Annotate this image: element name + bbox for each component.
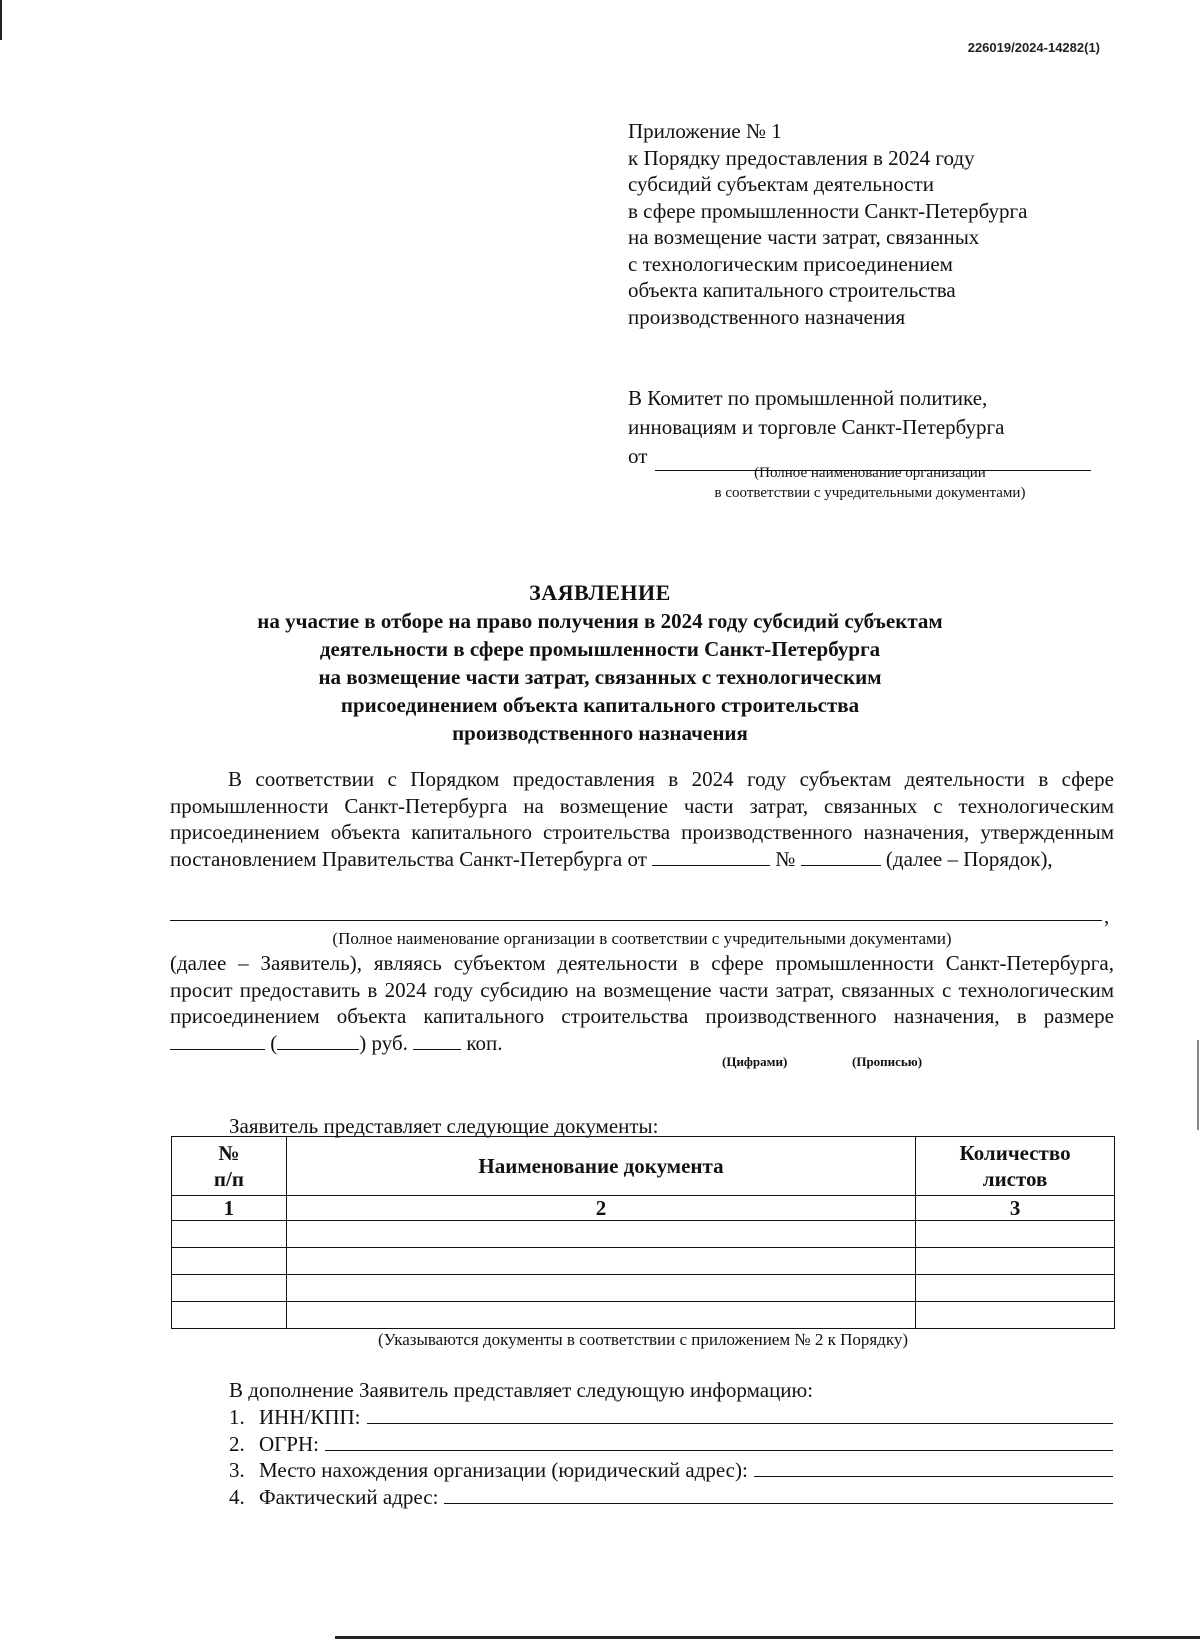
item-label: Фактический адрес: [259, 1484, 439, 1509]
table-cell[interactable] [286, 1275, 915, 1302]
header-text: листов [982, 1167, 1048, 1191]
title-line: присоединением объекта капитального строительства [340, 693, 860, 717]
paragraph-text: (далее – Заявитель), являясь субъектом деятельности в сфере промышленности Санкт-Петербурга, просит предоставить в 2024 году субсидию на возмещение части затрат, связанных с технологическим присоединением объекта капитального строительства производственного назначения, в размере [170, 951, 1114, 1028]
table-index-row [172, 1196, 1115, 1221]
additional-info-list [229, 1404, 1113, 1510]
appendix-header [628, 118, 1098, 330]
scan-edge-right [1197, 1040, 1199, 1130]
rub-label: ) руб. [359, 1030, 408, 1055]
table-row [172, 1221, 1115, 1248]
index-cell: 3 [916, 1196, 1115, 1221]
label-digits: (Цифрами) [722, 1054, 788, 1069]
paragraph-request [170, 950, 1114, 1056]
scan-edge-left [0, 0, 2, 40]
list-item [229, 1404, 1113, 1431]
document-title [160, 579, 1040, 747]
kop-label: коп. [466, 1030, 503, 1055]
comma: , [1104, 904, 1110, 928]
documents-intro: Заявитель представляет следующие документы: [229, 1114, 659, 1138]
index-cell: 1 [172, 1196, 287, 1221]
open-paren: ( [270, 1030, 278, 1055]
appendix-line: объекта капитального строительства [628, 278, 956, 302]
actual-address-field[interactable] [444, 1485, 1113, 1504]
table-cell[interactable] [172, 1248, 287, 1275]
item-label: Место нахождения организации (юридический адрес): [259, 1458, 748, 1482]
item-number: 1. [229, 1405, 245, 1429]
title-main: ЗАЯВЛЕНИЕ [529, 580, 671, 605]
paragraph-text: В соответствии с Порядком предоставления в 2024 году субъектам деятельности в сфере промышленности Санкт-Петербурга на возмещение части затрат, связанных с технологическим присоединением объекта капитального строительства производственного назначения, утвержденным постановлением Правительства Санкт-Петербурга от [170, 767, 1114, 871]
amount-digits-field[interactable] [170, 1031, 265, 1050]
paragraph-tail: (далее – Порядок), [885, 846, 1053, 871]
inn-kpp-field[interactable] [367, 1405, 1113, 1424]
additional-info-intro: В дополнение Заявитель представляет следующую информацию: [229, 1378, 814, 1402]
table-cell[interactable] [916, 1221, 1115, 1248]
list-item [229, 1431, 1113, 1458]
table-cell[interactable] [916, 1275, 1115, 1302]
table-row [172, 1275, 1115, 1302]
header-document-name: Наименование документа [286, 1137, 915, 1196]
appendix-line: с технологическим присоединением [628, 251, 953, 276]
number-sign: № [775, 846, 796, 871]
table-header-row [172, 1137, 1115, 1196]
header-text: № [218, 1141, 240, 1165]
index-cell: 2 [286, 1196, 915, 1221]
note-line: в соответствии с учредительными документами) [714, 485, 1026, 501]
organization-name-note [660, 463, 1080, 503]
list-item [229, 1484, 1113, 1511]
table-cell[interactable] [172, 1221, 287, 1248]
table-cell[interactable] [916, 1302, 1115, 1329]
header-text: Количество [959, 1141, 1071, 1165]
appendix-line: производственного назначения [628, 304, 906, 329]
kopecks-field[interactable] [413, 1031, 461, 1050]
table-cell[interactable] [172, 1302, 287, 1329]
documents-table [171, 1136, 1115, 1329]
table-cell[interactable] [286, 1248, 915, 1275]
appendix-line: на возмещение части затрат, связанных [628, 225, 980, 249]
scan-edge-bottom [335, 1636, 1200, 1639]
document-id: 226019/2024-14282(1) [967, 40, 1100, 55]
item-number: 2. [229, 1431, 245, 1456]
from-label: от [628, 444, 648, 468]
list-item [229, 1457, 1113, 1484]
note-line: (Полное наименование организации [754, 465, 986, 481]
item-label: ОГРН: [259, 1431, 319, 1456]
applicant-name-note: (Полное наименование организации в соответствии с учредительными документами) [332, 929, 952, 948]
title-line: деятельности в сфере промышленности Санкт-Петербурга [319, 637, 881, 661]
header-number [172, 1137, 287, 1196]
header-text: п/п [213, 1167, 244, 1191]
table-cell[interactable] [286, 1302, 915, 1329]
appendix-line: субсидий субъектам деятельности [628, 172, 934, 196]
addressee-line: инновациям и торговле Санкт-Петербурга [628, 415, 1005, 439]
header-page-count [916, 1137, 1115, 1196]
table-cell[interactable] [916, 1248, 1115, 1275]
table-cell[interactable] [286, 1221, 915, 1248]
title-line: производственного назначения [452, 721, 748, 745]
item-number: 3. [229, 1458, 245, 1482]
item-number: 4. [229, 1484, 245, 1509]
appendix-line: Приложение № 1 [628, 119, 782, 143]
applicant-full-name-field[interactable] [170, 920, 1102, 921]
title-line: на возмещение части затрат, связанных с технологическим [318, 665, 882, 689]
table-row [172, 1302, 1115, 1329]
addressee-block [628, 384, 1098, 471]
appendix-line: в сфере промышленности Санкт-Петербурга [628, 198, 1028, 223]
appendix-line: к Порядку предоставления в 2024 году [628, 145, 975, 170]
table-row [172, 1248, 1115, 1275]
title-line: на участие в отборе на право получения в 2024 году субсидий субъектам [257, 609, 943, 633]
resolution-date-field[interactable] [652, 847, 770, 866]
paragraph-procedure [170, 766, 1114, 872]
legal-address-field[interactable] [754, 1458, 1113, 1477]
documents-note: (Указываются документы в соответствии с приложением № 2 к Порядку) [377, 1330, 908, 1349]
label-words: (Прописью) [852, 1054, 923, 1069]
ogrn-field[interactable] [325, 1432, 1113, 1451]
amount-words-field[interactable] [277, 1031, 359, 1050]
table-cell[interactable] [172, 1275, 287, 1302]
resolution-number-field[interactable] [801, 847, 881, 866]
item-label: ИНН/КПП: [259, 1405, 361, 1429]
addressee-line: В Комитет по промышленной политике, [628, 386, 988, 410]
